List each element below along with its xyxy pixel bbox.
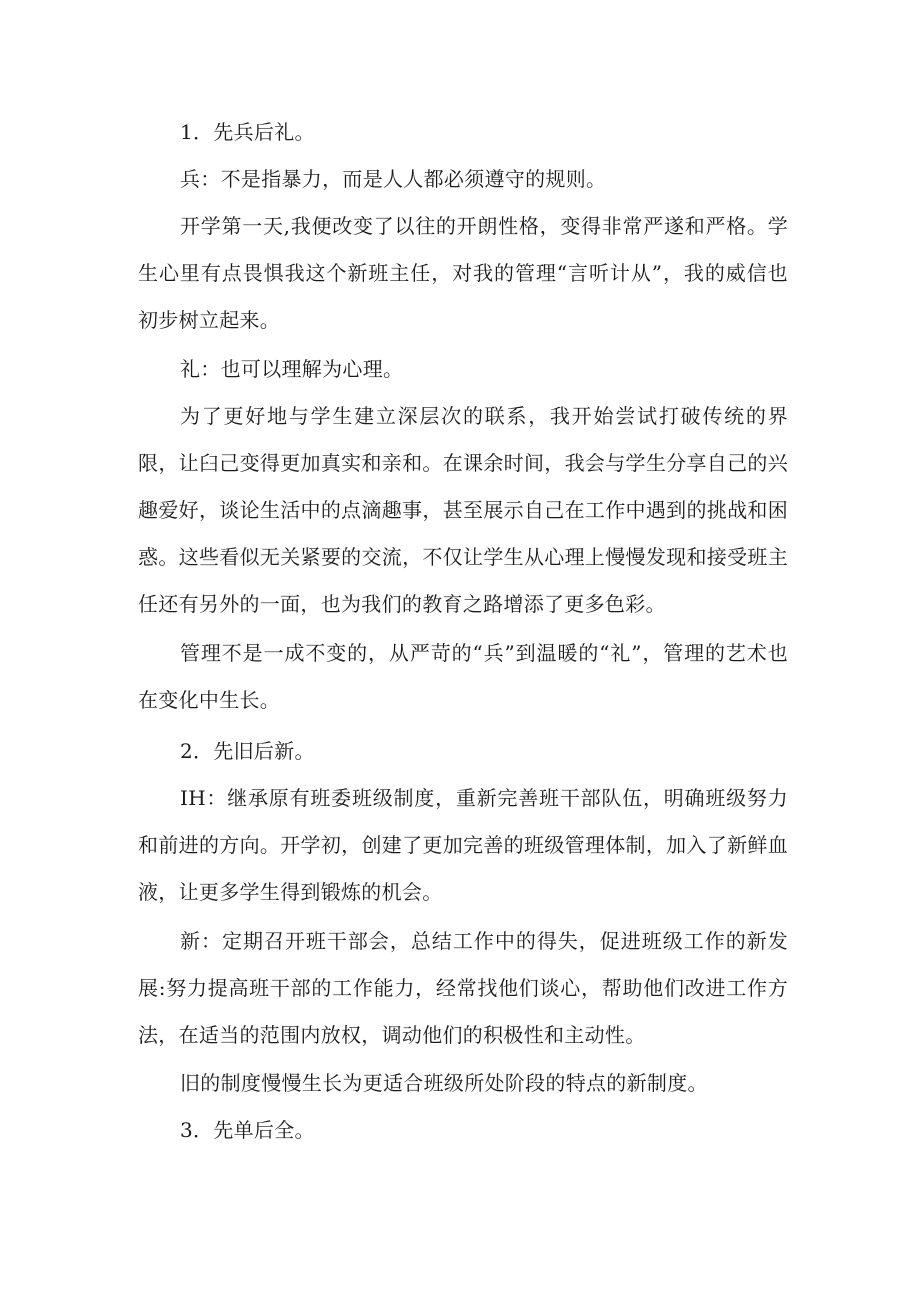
paragraph-old-inherit: IH：继承原有班委班级制度，重新完善班干部队伍，明确班级努力和前进的方向。开学初，创建了更加完善的班级管理体制，加入了新鲜血液，让更多学生得到锻炼的机会。 (138, 786, 788, 904)
paragraph-deeper-connection: 为了更好地与学生建立深层次的联系，我开始尝试打破传统的界限，让臼己变得更加真实和亲和。在课余时间，我会与学生分享自己的兴趣爱好，谈论生活中的点滴趣事，甚至展示自己在工作中遇到的挑战和困惑。这些看似无关紧要的交流，不仅让学生从心理上慢慢发现和接受班主任还有另外的一面，也为我们的教育之路增添了更多色彩。 (138, 404, 788, 616)
paragraph-new-system: 旧的制度慢慢生长为更适合班级所处阶段的特点的新制度。 (180, 1071, 708, 1095)
paragraph-courtesy-definition: 礼：也可以理解为心理。 (180, 357, 404, 381)
heading-1-soldier-before-courtesy: 1．先兵后礼。 (180, 120, 315, 144)
paragraph-soldier-definition: 兵：不是指暴力，而是人人都必须遵守的规则。 (180, 167, 607, 191)
heading-2-old-before-new: 2．先旧后新。 (180, 739, 315, 763)
paragraph-management-art: 管理不是一成不变的，从严苛的“兵”到温暖的“礼”，管理的艺术也在变化中生长。 (138, 641, 788, 712)
paragraph-new-develop: 新：定期召开班干部会，总结工作中的得失，促进班级工作的新发展:努力提高班干部的工作能力，经常找他们谈心，帮助他们改进工作方法，在适当的范围内放权，调动他们的积极性和主动性。 (138, 929, 788, 1047)
heading-3-single-before-whole: 3．先单后全。 (180, 1118, 315, 1142)
paragraph-first-day: 开学第一天,我便改变了以往的开朗性格，变得非常严遂和严格。学生心里有点畏惧我这个新班主任，对我的管理“言听计从”，我的威信也初步树立起来。 (138, 214, 788, 332)
